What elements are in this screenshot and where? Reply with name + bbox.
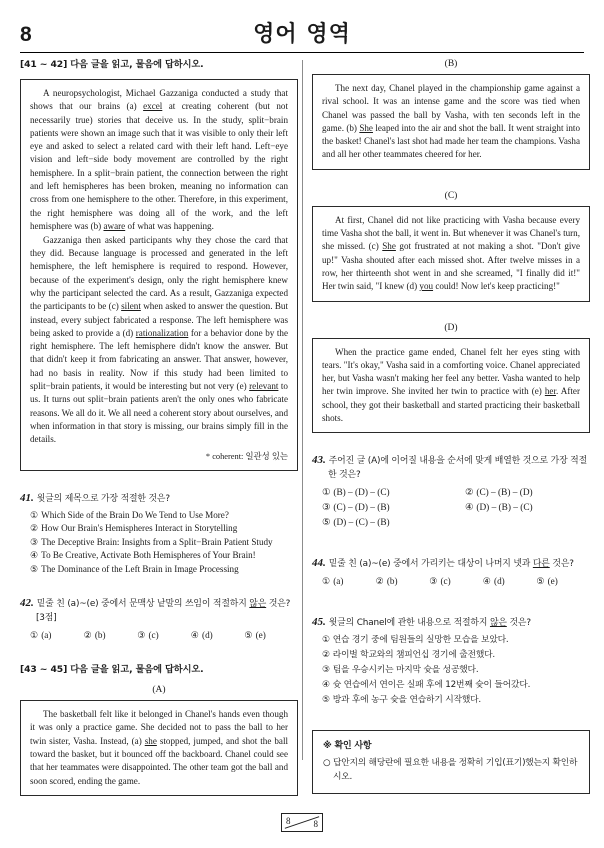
choice-option[interactable] <box>322 633 590 648</box>
underlined-word: she <box>144 735 157 746</box>
choice-option[interactable] <box>322 648 590 663</box>
choice-marker: ⑤ <box>244 630 253 641</box>
choice-text: 슛 연습에서 연이은 실패 후에 12번째 슛이 들어갔다. <box>332 679 531 690</box>
choice-text: To Be Creative, Activate Both Hemispheres of Your Brain! <box>41 550 256 561</box>
question-42-number: 42. <box>20 597 34 610</box>
choice-marker: ② <box>465 488 474 499</box>
question-45-stem-post: 것은? <box>506 617 531 628</box>
choice-text: (D) – (C) – (B) <box>333 518 390 529</box>
question-45 <box>312 615 590 708</box>
question-44-number: 44. <box>312 557 326 570</box>
choice-marker: ④ <box>30 550 39 561</box>
choice-text: (c) <box>148 630 159 641</box>
choice-marker: ④ <box>322 679 330 690</box>
choice-option[interactable] <box>322 575 376 589</box>
choice-marker: ① <box>322 488 331 499</box>
page-number: 8 <box>20 23 32 46</box>
question-45-stem-emphasis: 않은 <box>489 617 507 628</box>
passage-c-label: (C) <box>444 190 458 201</box>
choice-option[interactable] <box>30 629 84 643</box>
choice-option[interactable] <box>429 575 483 589</box>
notice-item-list <box>323 756 579 784</box>
choice-marker: ③ <box>322 664 330 675</box>
choice-marker: ⑤ <box>322 518 331 529</box>
choice-marker: ③ <box>429 576 438 587</box>
question-42-stem-emphasis: 않은 <box>249 599 267 610</box>
choice-option[interactable] <box>483 575 537 589</box>
choice-option[interactable] <box>191 629 245 643</box>
question-45-stem <box>312 615 590 630</box>
choice-marker: ① <box>322 634 330 645</box>
question-42-stem-pre: 밑줄 친 (a)~(e) 중에서 문맥상 낱말의 쓰임이 적절하지 <box>36 599 250 610</box>
choice-text: (d) <box>202 630 213 641</box>
passage-41-42 <box>20 79 298 471</box>
passage-paragraph: Gazzaniga then asked participants why they chose the card that they did. Because language is processed and generated in the left hemisphere, the left hemisphere is required to respond. However, because of the experiment's design, only the right hemisphere knew why the participant selected the card. As a result, Gazzaniga expected the participants to be (c) silent when asked to answer the question. But instead, every subject fabricated a response. The left hemisphere was being asked to provide a (d) rationalization for a behavior done by the right hemisphere. The left hemisphere didn't know the answer. But that didn't keep it from fabricating an answer. That answer, however, had no basis in reality. Now if this study had been limited to split−brain patients, it would be interesting but not very (e) relevant to us. It turns out split−brain patients aren't the only ones who fabricate reasons. We all do it. We all need a coherent story about ourselves, and when information in that story is missing, our brains simply fill in the details. <box>30 234 288 445</box>
choice-option[interactable] <box>30 522 298 536</box>
choice-text: (d) <box>494 576 505 587</box>
underlined-word: her <box>544 386 556 397</box>
choice-marker: ② <box>30 523 39 534</box>
notice-title: ※ 확인 사항 <box>323 740 372 751</box>
choice-text: (b) <box>386 576 398 587</box>
underlined-word: She <box>359 122 373 133</box>
question-45-stem-pre: 윗글의 Chanel에 관한 내용으로 적절하지 <box>328 617 490 628</box>
underlined-word: aware <box>103 220 126 231</box>
question-44-stem-post: 것은? <box>549 559 574 570</box>
passage-c <box>312 206 590 302</box>
underlined-word: silent <box>121 301 141 312</box>
left-column <box>20 58 298 806</box>
page-header <box>20 22 584 54</box>
underlined-word: you <box>419 281 434 292</box>
passage-c-text: At first, Chanel did not like practicing with Vasha because every time Vasha shot the ball, it went in. But whenever it was Chanel's turn, she missed. (c) She got frustrated at not making a shot. "Don't give up!" Vasha shouted after each missed shot. After twelve misses in a row, her thirteenth shot went in and she screamed, "I finally did it!" Her twin said, "I knew (d) you could! Now let's keep practicing!" <box>322 214 580 292</box>
footer-number-right: 8 <box>313 819 318 829</box>
choice-text: The Dominance of the Left Brain in Image Processing <box>41 563 239 574</box>
notice-box <box>312 730 590 794</box>
choice-option[interactable] <box>322 678 590 693</box>
instruction-41-42: [41 ~ 42] 다음 글을 읽고, 물음에 답하시오. <box>20 59 204 70</box>
choice-option[interactable] <box>137 629 191 643</box>
choice-option[interactable] <box>322 516 465 530</box>
choice-text: How Our Brain's Hemispheres Interact in Storytelling <box>41 523 238 534</box>
choice-text: (e) <box>255 630 266 641</box>
question-42-choices <box>20 629 298 643</box>
question-45-number: 45. <box>312 615 326 628</box>
choice-marker: ② <box>322 649 330 660</box>
question-41-choices <box>20 509 298 577</box>
choice-text: (C) – (B) – (D) <box>476 488 533 499</box>
choice-text: 라이벌 학교와의 챔피언십 경기에 출전했다. <box>332 649 496 660</box>
underlined-word: relevant <box>249 381 279 392</box>
choice-option[interactable] <box>30 536 298 550</box>
passage-b-text: The next day, Chanel played in the championship game against a rival school. It was an intense game and the score was tied when Chanel was passed the ball by Vasha, with ten seconds left in the game. (b) She leaped into the air and shot the ball. It went straight into the basket! Chanel's last shot had made her team the champions. Vasha and all her other teammates cheered for her. <box>322 83 580 160</box>
question-45-choices <box>312 633 590 708</box>
question-43-number: 43. <box>312 454 326 467</box>
choice-marker: ① <box>322 576 331 587</box>
passage-paragraph: A neuropsychologist, Michael Gazzaniga conducted a study that shows that our brains (a) excel at creating coherent (but not necessarily true) stories that deceive us. In the study, split−brain patients were shown an image such that it was visible to only their left eye and asked to select a related card with their left hand. Left−eye vision and left−side body movement are controlled by the right hemisphere. In a split−brain patient, the connection between the right and left hemispheres has been broken, meaning no information can cross from one hemisphere to the other. Therefore, in this experiment, the right hemisphere was doing all of the work, and the left hemisphere was (b) aware of what was happening. <box>30 88 288 231</box>
column-divider <box>302 60 303 760</box>
question-41-stem-text: 윗글의 제목으로 가장 적절한 것은? <box>36 493 170 504</box>
question-42-stem <box>20 596 298 625</box>
choice-text: (e) <box>547 576 558 587</box>
choice-option[interactable] <box>536 575 590 589</box>
passage-d-text: When the practice game ended, Chanel felt her eyes sting with tears. "It's okay," Vasha said in a comforting voice. Chanel appreciated her, but Vasha wasn't making her feel any better. Vasha wanted to help her twin improve. She invited her twin to practice with (e) her. After school, they got their basketball and started practicing their basketball shots. <box>322 346 580 424</box>
choice-text: 연습 경기 중에 팀원들의 실망한 모습을 보았다. <box>332 634 509 645</box>
choice-marker: ① <box>30 630 39 641</box>
passage-d-label: (D) <box>444 322 458 333</box>
underlined-word: She <box>382 241 396 252</box>
underlined-word: rationalization <box>135 327 189 338</box>
question-43-choices <box>312 486 590 530</box>
instruction-43-45: [43 ~ 45] 다음 글을 읽고, 물음에 답하시오. <box>20 664 204 676</box>
question-41-number: 41. <box>20 491 34 504</box>
underlined-word: excel <box>143 101 163 112</box>
passage-footnote: * coherent: 일관성 있는 <box>205 451 288 461</box>
question-44-choices <box>312 575 590 589</box>
footer-number-left: 8 <box>286 816 291 826</box>
choice-text: (C) – (D) – (B) <box>333 503 390 514</box>
choice-text: (b) <box>94 630 106 641</box>
choice-marker: ② <box>375 576 384 587</box>
choice-option[interactable] <box>465 486 590 500</box>
choice-text: Which Side of the Brain Do We Tend to Use More? <box>41 509 229 520</box>
passage-d <box>312 338 590 434</box>
question-43-stem <box>312 453 590 482</box>
question-44-stem-emphasis: 다른 <box>532 559 550 570</box>
choice-marker: ⑤ <box>322 694 330 705</box>
choice-option[interactable] <box>244 629 298 643</box>
question-42-stem-post: 것은? [3점] <box>36 599 291 624</box>
footer-page-box <box>281 813 323 832</box>
choice-marker: ③ <box>30 536 39 547</box>
passage-a-text: The basketball felt like it belonged in Chanel's hands even though it was only a practice game. She decided not to pass the ball to her twin sister, Vasha. Instead, (a) she stopped, jumped, and shot the ball toward the basket, but it bounced off the backboard. Chanel could see that her teammates were disappointed. The other team got the ball and soon scored, ending the game. <box>30 709 289 786</box>
choice-text: (a) <box>333 576 344 587</box>
choice-option[interactable] <box>322 693 590 708</box>
page-title: 영어 영역 <box>253 22 351 47</box>
choice-text: 팀을 우승시키는 마지막 슛을 성공했다. <box>332 664 479 675</box>
choice-option[interactable] <box>322 501 465 515</box>
choice-text: The Deceptive Brain: Insights from a Split−Brain Patient Study <box>41 536 273 547</box>
choice-marker: ① <box>30 509 39 520</box>
choice-marker: ⑤ <box>30 563 39 574</box>
passage-b <box>312 74 590 170</box>
question-41 <box>20 491 298 577</box>
choice-marker: ② <box>83 630 92 641</box>
choice-option[interactable] <box>84 629 138 643</box>
choice-option[interactable] <box>376 575 430 589</box>
choice-option[interactable] <box>30 563 298 577</box>
choice-marker: ⑤ <box>536 576 545 587</box>
choice-marker: ④ <box>465 503 474 514</box>
question-44-stem <box>312 556 590 571</box>
question-41-stem <box>20 491 298 506</box>
passage-a-label: (A) <box>152 685 166 696</box>
choice-text: 방과 후에 농구 슛을 연습하기 시작했다. <box>332 694 482 705</box>
choice-option[interactable] <box>30 509 298 523</box>
choice-text: (a) <box>41 630 52 641</box>
choice-option[interactable] <box>465 501 590 515</box>
choice-text: (D) – (B) – (C) <box>476 503 533 514</box>
question-43 <box>312 453 590 530</box>
choice-marker: ③ <box>137 630 146 641</box>
choice-marker: ④ <box>482 576 492 587</box>
right-column <box>312 58 590 794</box>
question-44-stem-pre: 밑줄 친 (a)~(e) 중에서 가리키는 대상이 나머지 넷과 <box>328 559 533 570</box>
choice-text: (B) – (D) – (C) <box>333 488 390 499</box>
passage-a <box>20 700 298 796</box>
notice-item: ○ 답안지의 해당란에 필요한 내용을 정확히 기입(표기)했는지 확인하시오. <box>323 757 578 782</box>
choice-marker: ③ <box>322 503 331 514</box>
question-43-stem-text: 주어진 글 (A)에 이어질 내용을 순서에 맞게 배열한 것으로 가장 적절한 것은? <box>328 456 588 481</box>
question-44 <box>312 556 590 589</box>
choice-option[interactable] <box>30 549 298 563</box>
choice-text: (c) <box>440 576 451 587</box>
choice-option[interactable] <box>322 663 590 678</box>
passage-b-label: (B) <box>444 59 458 69</box>
choice-option[interactable] <box>322 486 465 500</box>
question-42 <box>20 596 298 643</box>
header-divider <box>20 52 584 53</box>
choice-marker: ④ <box>190 630 200 641</box>
